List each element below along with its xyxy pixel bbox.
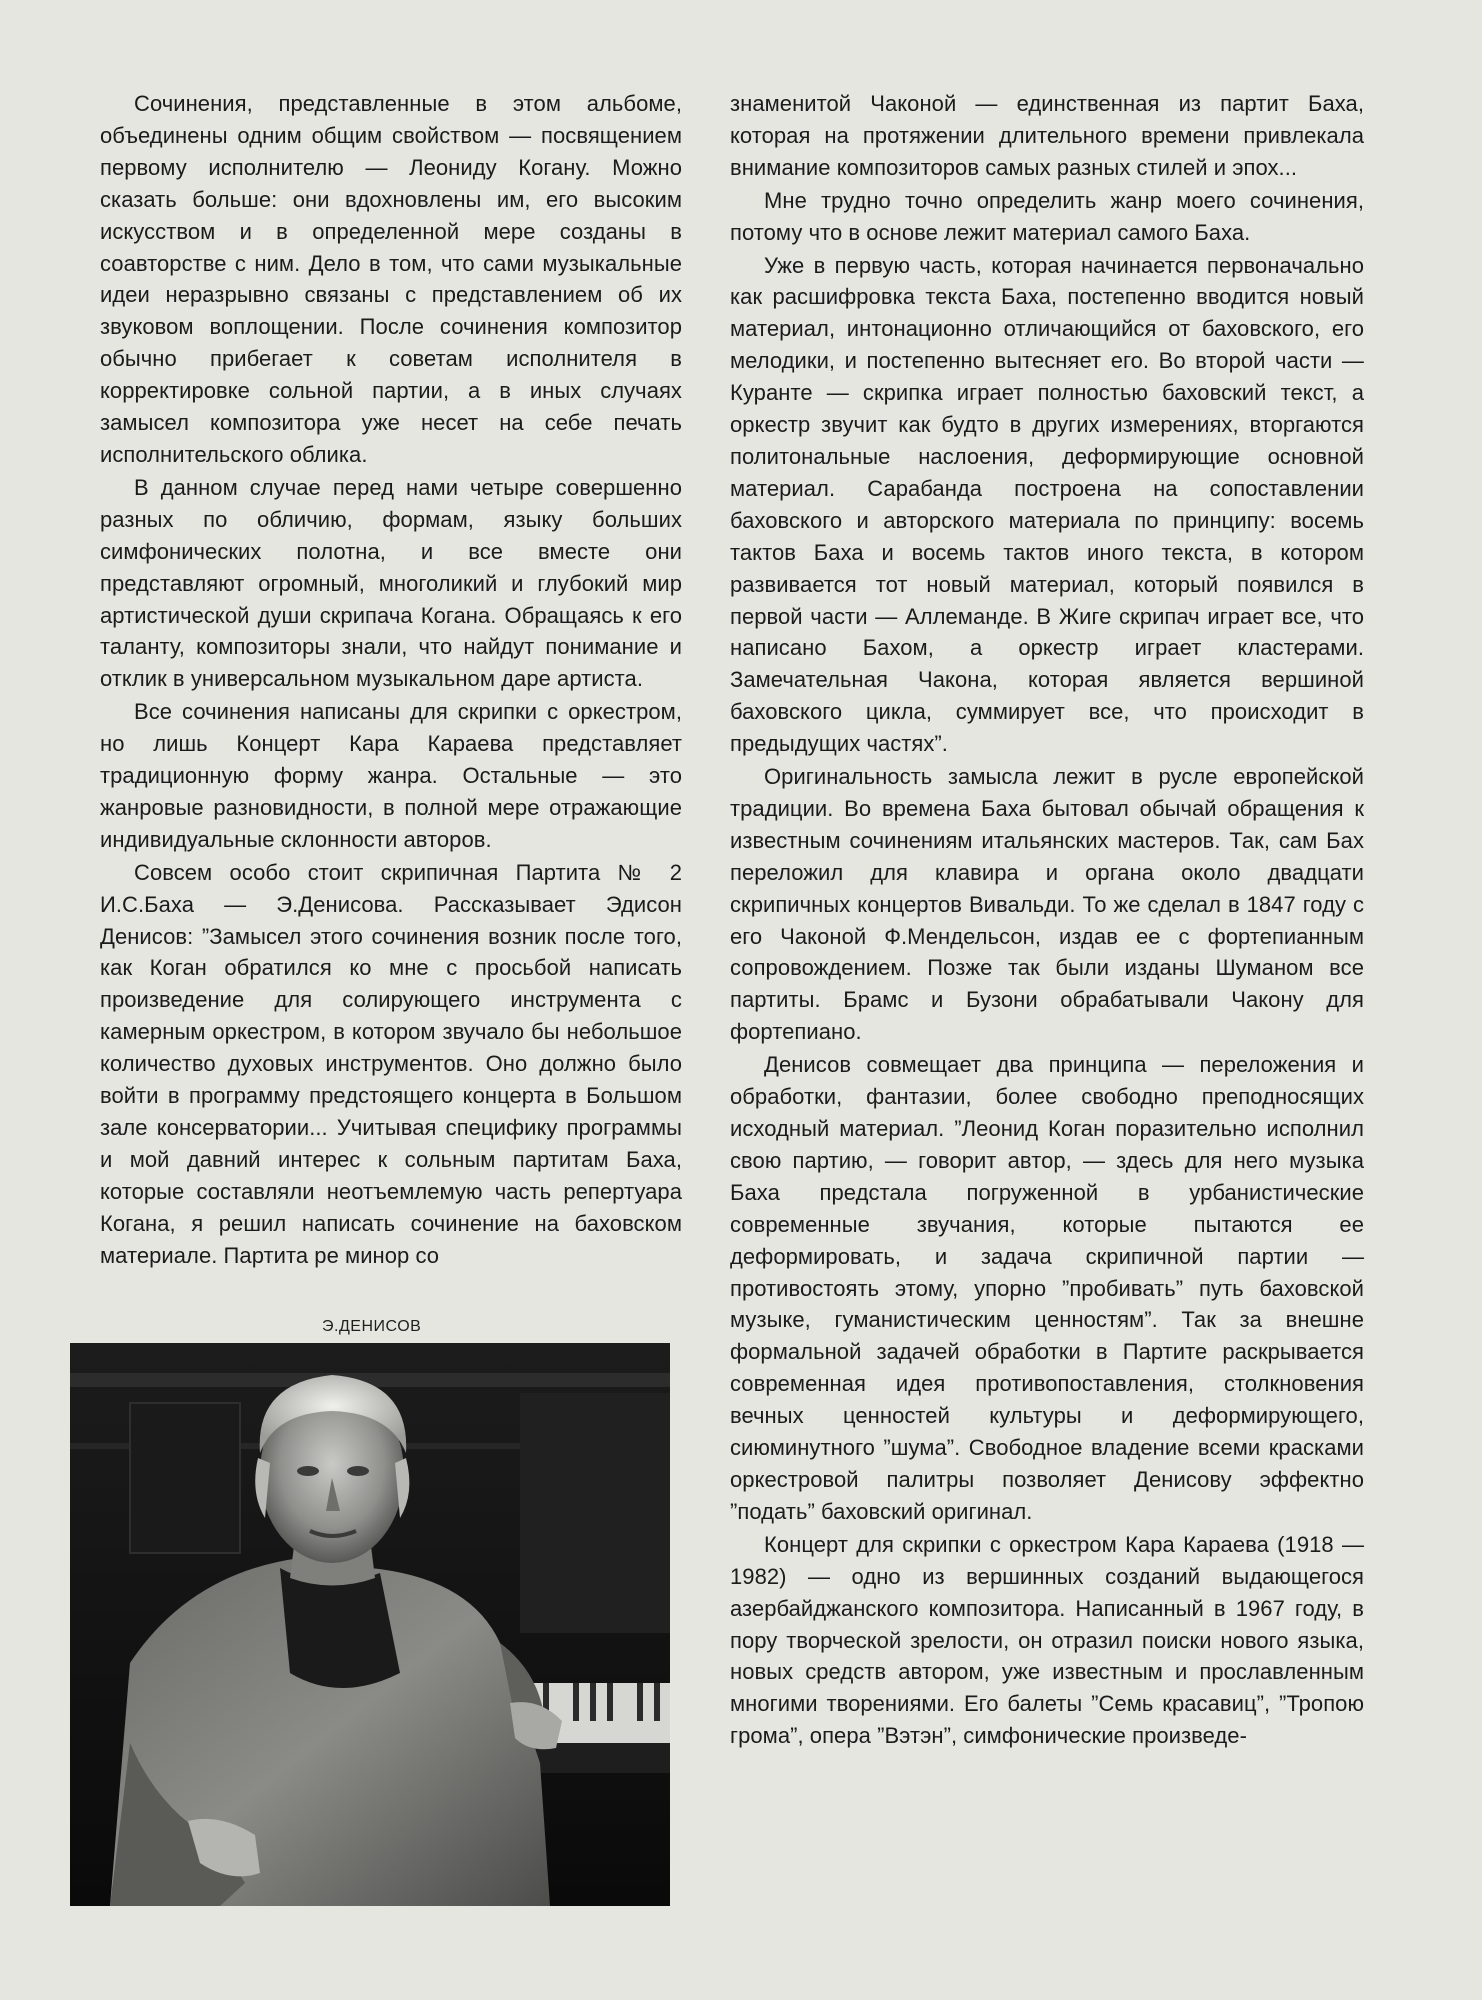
portrait-illustration bbox=[70, 1343, 670, 1906]
paragraph-dedication: Сочинения, представленные в этом альбоме, объединены одним общим свойством — посвящением первому исполнителю — Леониду Когану. Можно сказать больше: они вдохновлены им, его высоким искусством и в определенной мере созданы в соавторстве с ним. Дело в том, что сами музыкальные идеи неразрывно связаны с представлением об их звуковом воплощении. После сочинения композитор обычно прибегает к советам исполнителя в корректировке сольной партии, а в иных случаях замысел композитора уже несет на себе печать исполнительского облика. bbox=[100, 91, 682, 467]
paragraph-genre: Все сочинения написаны для скрипки с оркестром, но лишь Концерт Кара Караева представляет традиционную форму жанра. Остальные — это жанровые разновидности, в полной мере отражающие индивидуальные склонности авторов. bbox=[100, 699, 682, 852]
photo-caption: Э.ДЕНИСОВ bbox=[322, 1318, 422, 1335]
paragraph-genre-definition: Мне трудно точно определить жанр моего сочинения, потому что в основе лежит материал самого Баха. bbox=[730, 187, 1364, 245]
paragraph-principles: Денисов совмещает два принципа — переложения и обработки, фантазии, более свободно преподносящих исходный материал. ”Леонид Коган поразительно исполнил свою партию, — говорит автор, — здесь для него музыка Баха предстала погруженной в урбанистические современные звучания, которые пытаются ее деформировать, и задача скрипичной партии — противостоять этому, упорно ”пробивать” путь баховской музыке, гуманистическим ценностям”. Так за внешне формальной задачей обработки в Партите раскрывается современная идея противопоставления, столкновения вечных ценностей культуры и деформирующего, сиюминутного ”шума”. Свободное владение всеми красками оркестровой палитры позволяет Денисову эффектно ”подать” баховский оригинал. bbox=[730, 1052, 1364, 1524]
portrait-photo bbox=[70, 1343, 670, 1906]
left-text-column bbox=[100, 88, 682, 1273]
paragraph-partita: Совсем особо стоит скрипичная Партита № 2 И.С.Баха — Э.Денисова. Рассказывает Эдисон Денисов: ”Замысел этого сочинения возник после того, как Коган обратился ко мне с просьбой написать произведение для солирующего инструмента с камерным оркестром, в котором звучало бы небольшое количество духовых инструментов. Оно должно было войти в программу предстоящего концерта в Большом зале консерватории... Учитывая специфику программы и мой давний интерес к сольным партитам Баха, которые составляли неотъемлемую часть репертуара Когана, я решил написать сочинение на баховском материале. Партита ре минор со bbox=[100, 859, 682, 1268]
paragraph-movements: Уже в первую часть, которая начинается первоначально как расшифровка текста Баха, постепенно вводится новый материал, интонационно отличающийся от баховского, его мелодики, и постепенно вытесняет его. Во второй части — Куранте — скрипка играет полностью баховский текст, а оркестр звучит как будто в других измерениях, вторгаются политональные наслоения, деформирующие основной материал. Сарабанда построена на сопоставлении баховского и авторского материала по принципу: восемь тактов Баха и восемь тактов иного текста, в котором развивается тот новый материал, который появился в первой части — Аллеманде. В Жиге скрипач играет все, что написано Бахом, а оркестр играет кластерами. Замечательная Чакона, которая является вершиной баховского цикла, суммирует все, что происходит в предыдущих частях”. bbox=[730, 252, 1364, 757]
paragraph-karaev-concerto: Концерт для скрипки с оркестром Кара Караева (1918 — 1982) — одно из вершинных созданий выдающегося азербайджанского композитора. Написанный в 1967 году, в пору творческой зрелости, он отразил поиски нового языка, новых средств автором, уже известным и прославленным многими творениями. Его балеты ”Семь красавиц”, ”Тропою грома”, опера ”Вэтэн”, симфонические произведе- bbox=[730, 1531, 1364, 1749]
paragraph-chaconne-continued: знаменитой Чаконой — единственная из партит Баха, которая на протяжении длительного времени привлекала внимание композиторов самых разных стилей и эпох... bbox=[730, 91, 1364, 180]
paragraph-four-works: В данном случае перед нами четыре совершенно разных по обличию, формам, языку больших симфонических полотна, и все вместе они представляют огромный, многоликий и глубокий мир артистической души скрипача Когана. Обращаясь к его таланту, композиторы знали, что найдут понимание и отклик в универсальном музыкальном даре артиста. bbox=[100, 474, 682, 692]
right-text-column bbox=[730, 88, 1364, 1753]
paragraph-tradition: Оригинальность замысла лежит в русле европейской традиции. Во времена Баха бытовал обычай обращения к известным сочинениям итальянских мастеров. Так, сам Бах переложил для клавира и органа около двадцати скрипичных концертов Вивальди. То же сделал в 1847 году с его Чаконой Ф.Мендельсон, издав ее с фортепианным сопровождением. Позже так были изданы Шуманом все партиты. Брамс и Бузони обрабатывали Чакону для фортепиано. bbox=[730, 764, 1364, 1045]
